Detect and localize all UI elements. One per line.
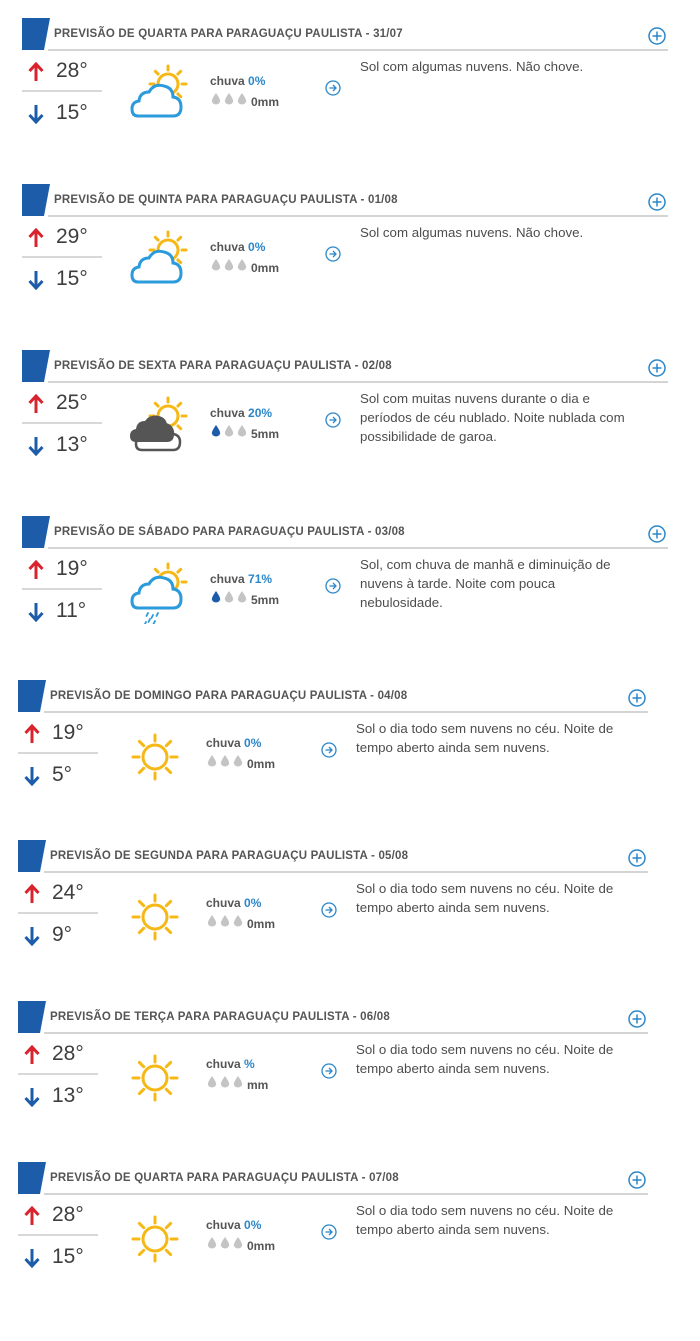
forecast-title: PREVISÃO DE SEGUNDA PARA PARAGUAÇU PAULISTA - 05/08 [50, 850, 409, 862]
forecast-card-6 [18, 1001, 648, 1151]
rain-drops-icon [206, 1074, 246, 1090]
min-temp-value: 13° [52, 1084, 84, 1107]
max-temp-value: 28° [56, 59, 88, 82]
sun-rain-cloud-icon [128, 562, 190, 624]
sun-dark-cloud-icon [128, 396, 190, 458]
expand-plus-icon[interactable] [648, 525, 666, 543]
min-temp-value: 15° [56, 101, 88, 124]
sun-cloud-icon [128, 64, 190, 126]
min-temp-value: 13° [56, 433, 88, 456]
arrow-down-icon [28, 436, 44, 456]
arrow-down-icon [24, 926, 40, 946]
rain-label [210, 240, 265, 254]
details-arrow-icon[interactable] [325, 412, 341, 428]
rain-label [206, 1218, 261, 1232]
forecast-description: Sol com algumas nuvens. Não chove. [360, 59, 584, 74]
arrow-down-icon [24, 1087, 40, 1107]
max-temp-value: 28° [52, 1203, 84, 1226]
min-temp-value: 9° [52, 923, 73, 946]
details-arrow-icon[interactable] [325, 80, 341, 96]
arrow-up-icon [24, 1045, 40, 1065]
sun-icon [124, 726, 186, 788]
rain-percentage: 0% [244, 896, 262, 910]
min-temperature [22, 264, 102, 298]
min-temperature [18, 1081, 98, 1115]
rain-percentage: 0% [244, 1218, 262, 1232]
forecast-card-7 [18, 1162, 648, 1312]
forecast-card-3 [22, 516, 668, 666]
rain-percentage: 20% [248, 406, 273, 420]
expand-plus-icon[interactable] [648, 193, 666, 211]
rain-text: chuva [206, 1218, 241, 1232]
header-divider [44, 871, 648, 873]
forecast-description: Sol, com chuva de manhã e diminuição de nuvens à tarde. Noite com pouca nebulosidade. [360, 557, 611, 610]
arrow-up-icon [24, 884, 40, 904]
rain-label [206, 896, 261, 910]
details-arrow-icon[interactable] [321, 1063, 337, 1079]
header-divider [48, 49, 668, 51]
rain-percentage: 71% [248, 572, 273, 586]
details-arrow-icon[interactable] [321, 1224, 337, 1240]
forecast-description: Sol com algumas nuvens. Não chove. [360, 225, 584, 240]
flag-icon [22, 350, 50, 382]
forecast-header [22, 350, 668, 382]
details-arrow-icon[interactable] [325, 246, 341, 262]
forecast-description: Sol com muitas nuvens durante o dia e períodos de céu nublado. Noite nublada com possibilidade de garoa. [360, 391, 625, 444]
forecast-title: PREVISÃO DE SEXTA PARA PARAGUAÇU PAULISTA - 02/08 [54, 360, 392, 372]
header-divider [48, 547, 668, 549]
flag-icon [22, 18, 50, 50]
rain-mm: 0mm [247, 917, 276, 931]
rain-drops-icon [210, 257, 250, 273]
forecast-header [22, 18, 668, 50]
sun-cloud-icon [128, 230, 190, 292]
arrow-up-icon [28, 560, 44, 580]
min-temperature [18, 920, 98, 954]
max-temperature [22, 554, 102, 590]
rain-text: chuva [206, 896, 241, 910]
min-temp-value: 5° [52, 763, 73, 786]
forecast-title: PREVISÃO DE QUARTA PARA PARAGUAÇU PAULISTA - 07/08 [50, 1172, 399, 1184]
rain-text: chuva [210, 406, 245, 420]
expand-plus-icon[interactable] [648, 359, 666, 377]
rain-mm: 0mm [251, 261, 280, 275]
flag-icon [22, 516, 50, 548]
max-temp-value: 28° [52, 1042, 84, 1065]
rain-percentage: 0% [248, 240, 266, 254]
sun-icon [124, 886, 186, 948]
rain-drops-icon [210, 423, 250, 439]
rain-drops-icon [210, 589, 250, 605]
forecast-title: PREVISÃO DE QUARTA PARA PARAGUAÇU PAULISTA - 31/07 [54, 28, 403, 40]
rain-percentage: % [244, 1057, 255, 1071]
expand-plus-icon[interactable] [628, 1171, 646, 1189]
forecast-description: Sol o dia todo sem nuvens no céu. Noite de tempo aberto ainda sem nuvens. [356, 1203, 614, 1237]
arrow-down-icon [24, 1248, 40, 1268]
arrow-up-icon [24, 724, 40, 744]
rain-mm: 5mm [251, 427, 280, 441]
forecast-header [18, 1001, 648, 1033]
min-temp-value: 11° [56, 599, 87, 622]
forecast-description: Sol o dia todo sem nuvens no céu. Noite de tempo aberto ainda sem nuvens. [356, 721, 614, 755]
forecast-card-2 [22, 350, 668, 500]
header-divider [48, 381, 668, 383]
max-temperature [22, 56, 102, 92]
arrow-up-icon [24, 1206, 40, 1226]
arrow-down-icon [28, 602, 44, 622]
rain-mm: 0mm [247, 1239, 276, 1253]
forecast-header [22, 184, 668, 216]
forecast-header [22, 516, 668, 548]
header-divider [44, 1032, 648, 1034]
rain-drops-icon [206, 913, 246, 929]
min-temperature [22, 430, 102, 464]
forecast-card-5 [18, 840, 648, 990]
arrow-up-icon [28, 394, 44, 414]
rain-label [210, 406, 272, 420]
header-divider [44, 711, 648, 713]
rain-drops-icon [206, 1235, 246, 1251]
max-temperature [22, 222, 102, 258]
max-temp-value: 25° [56, 391, 88, 414]
details-arrow-icon[interactable] [321, 902, 337, 918]
rain-mm: mm [247, 1078, 269, 1092]
arrow-down-icon [28, 104, 44, 124]
min-temperature [18, 760, 98, 794]
forecast-description: Sol o dia todo sem nuvens no céu. Noite de tempo aberto ainda sem nuvens. [356, 881, 614, 915]
forecast-title: PREVISÃO DE SÁBADO PARA PARAGUAÇU PAULISTA - 03/08 [54, 526, 405, 538]
rain-label [210, 74, 265, 88]
arrow-up-icon [28, 228, 44, 248]
forecast-title: PREVISÃO DE DOMINGO PARA PARAGUAÇU PAULISTA - 04/08 [50, 690, 408, 702]
rain-text: chuva [210, 74, 245, 88]
min-temperature [18, 1242, 98, 1276]
forecast-title: PREVISÃO DE QUINTA PARA PARAGUAÇU PAULISTA - 01/08 [54, 194, 398, 206]
header-divider [44, 1193, 648, 1195]
rain-text: chuva [206, 1057, 241, 1071]
rain-mm: 0mm [251, 95, 280, 109]
details-arrow-icon[interactable] [325, 578, 341, 594]
rain-percentage: 0% [244, 736, 262, 750]
rain-mm: 0mm [247, 757, 276, 771]
forecast-header [18, 840, 648, 872]
min-temperature [22, 596, 102, 630]
rain-label [206, 1057, 255, 1071]
header-divider [48, 215, 668, 217]
min-temp-value: 15° [52, 1245, 84, 1268]
max-temperature [18, 718, 98, 754]
expand-plus-icon[interactable] [628, 849, 646, 867]
forecast-header [18, 680, 648, 712]
max-temperature [18, 1039, 98, 1075]
forecast-header [18, 1162, 648, 1194]
forecast-card-4 [18, 680, 648, 830]
rain-percentage: 0% [248, 74, 266, 88]
rain-drops-icon [210, 91, 250, 107]
min-temperature [22, 98, 102, 132]
rain-mm: 5mm [251, 593, 280, 607]
arrow-down-icon [28, 270, 44, 290]
forecast-card-0 [22, 18, 668, 168]
max-temperature [22, 388, 102, 424]
max-temp-value: 19° [56, 557, 88, 580]
flag-icon [18, 680, 46, 712]
max-temp-value: 24° [52, 881, 84, 904]
rain-text: chuva [210, 572, 245, 586]
rain-label [210, 572, 272, 586]
max-temp-value: 29° [56, 225, 88, 248]
flag-icon [18, 1162, 46, 1194]
min-temp-value: 15° [56, 267, 88, 290]
flag-icon [22, 184, 50, 216]
max-temperature [18, 878, 98, 914]
flag-icon [18, 840, 46, 872]
forecast-description: Sol o dia todo sem nuvens no céu. Noite de tempo aberto ainda sem nuvens. [356, 1042, 614, 1076]
arrow-down-icon [24, 766, 40, 786]
max-temp-value: 19° [52, 721, 84, 744]
rain-drops-icon [206, 753, 246, 769]
details-arrow-icon[interactable] [321, 742, 337, 758]
forecast-card-1 [22, 184, 668, 334]
expand-plus-icon[interactable] [628, 1010, 646, 1028]
sun-icon [124, 1047, 186, 1109]
expand-plus-icon[interactable] [628, 689, 646, 707]
rain-label [206, 736, 261, 750]
forecast-title: PREVISÃO DE TERÇA PARA PARAGUAÇU PAULISTA - 06/08 [50, 1011, 390, 1023]
rain-text: chuva [206, 736, 241, 750]
max-temperature [18, 1200, 98, 1236]
rain-text: chuva [210, 240, 245, 254]
arrow-up-icon [28, 62, 44, 82]
sun-icon [124, 1208, 186, 1270]
expand-plus-icon[interactable] [648, 27, 666, 45]
flag-icon [18, 1001, 46, 1033]
